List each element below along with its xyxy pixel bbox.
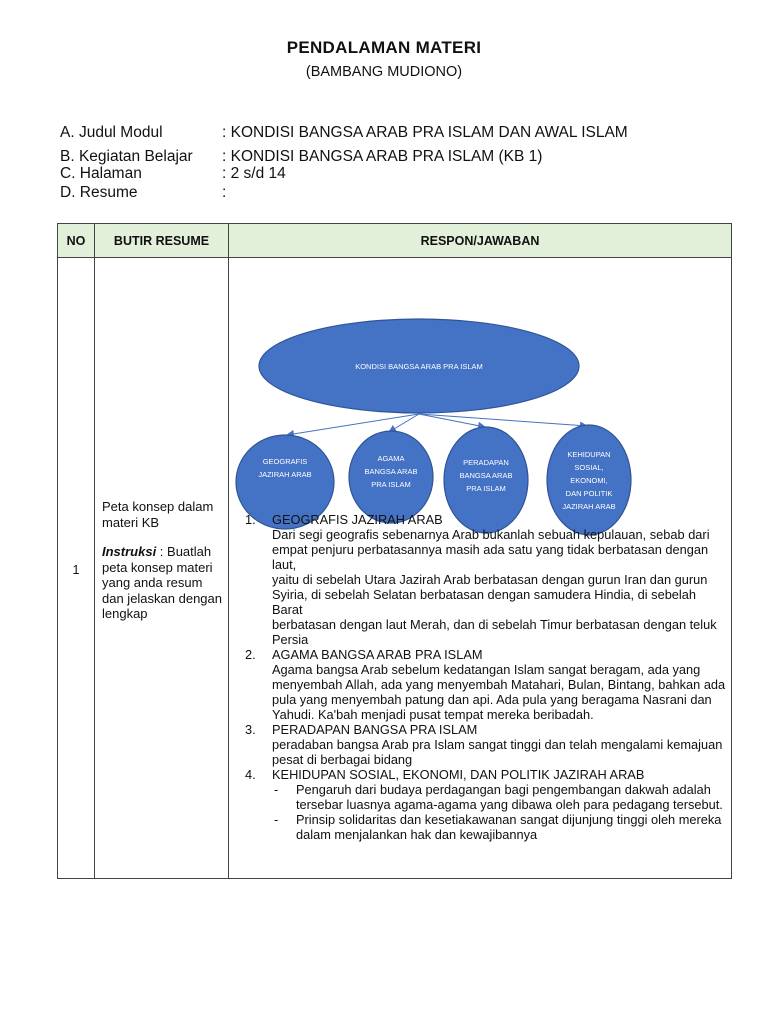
item-paragraph: Dari segi geografis sebenarnya Arab bukanlah sebuah kepulauan, sebab dari empat penjuru perbatasannya masih ada satu yang tidak berbatasan dengan laut, (272, 527, 710, 572)
row-number: 1 (72, 563, 80, 577)
instruksi-body: : Buatlah peta konsep materi yang anda resum dan jelaskan dengan lengkap (102, 544, 222, 621)
instruksi-text (102, 544, 222, 622)
map-node-label-line: BANGSA ARAB (364, 467, 418, 476)
map-node-label-line: PRA ISLAM (466, 484, 506, 493)
concept-map (229, 258, 731, 538)
instruksi-label: Instruksi (102, 544, 157, 559)
meta-key: D. Resume (60, 184, 138, 201)
response-text (244, 512, 728, 842)
bullet-item (272, 782, 728, 812)
item-title: KEHIDUPAN SOSIAL, EKONOMI, DAN POLITIK JAZIRAH ARAB (272, 767, 645, 782)
bullet-text: Pengaruh dari budaya perdagangan bagi pengembangan dakwah adalah tersebar luasnya agama-agama yang dibawa oleh para pedagang tersebut. (296, 782, 723, 812)
map-node-label-line: SOSIAL, (574, 463, 604, 472)
bullet-item (272, 812, 728, 842)
meta-row-halaman (60, 165, 286, 183)
item-title: GEOGRAFIS JAZIRAH ARAB (272, 512, 443, 527)
item-number: 4. (245, 767, 256, 782)
map-node-label-line: AGAMA (377, 454, 405, 463)
map-node-label-line: GEOGRAFIS (262, 457, 308, 466)
response-cell (229, 258, 732, 879)
map-node-label-line: PERADAPAN (463, 458, 509, 467)
item-number: 3. (245, 722, 256, 737)
response-item-kehidupan (244, 767, 728, 842)
meta-value: : KONDISI BANGSA ARAB PRA ISLAM DAN AWAL ISLAM (222, 124, 628, 141)
item-title: AGAMA BANGSA ARAB PRA ISLAM (272, 647, 483, 662)
item-number: 2. (245, 647, 256, 662)
map-node-label-line: JAZIRAH ARAB (258, 470, 312, 479)
map-node-label-line: PRA ISLAM (371, 480, 411, 489)
meta-value: : KONDISI BANGSA ARAB PRA ISLAM (KB 1) (222, 148, 543, 165)
butir-text: Peta konsep dalam materi KB (102, 499, 214, 530)
map-node-label-line: KEHIDUPAN (567, 450, 611, 459)
item-paragraph: yaitu di sebelah Utara Jazirah Arab berbatasan dengan gurun Iran dan gurun Syiria, di sebelah Selatan berbatasan dengan samudera Hindia, di sebelah Barat (272, 572, 708, 617)
meta-key: C. Halaman (60, 165, 142, 182)
row-number-cell (58, 258, 95, 879)
item-number: 1. (245, 512, 256, 527)
meta-row-resume (60, 184, 226, 202)
map-node-label-line: BANGSA ARAB (459, 471, 513, 480)
response-item-peradapan (244, 722, 728, 767)
table-header-row (58, 224, 732, 258)
map-node-label-line: JAZIRAH ARAB (562, 502, 616, 511)
resume-table (57, 223, 732, 879)
header-butir-resume: BUTIR RESUME (95, 224, 229, 258)
bullet-dash: - (274, 812, 279, 827)
item-paragraph: Agama bangsa Arab sebelum kedatangan Islam sangat beragam, ada yang menyembah Allah, ada yang menyembah Matahari, Bulan, Bintang, bahkan ada (272, 662, 726, 692)
map-connector-4 (419, 414, 587, 426)
header-respon-jawaban: RESPON/JAWABAN (229, 224, 732, 258)
item-paragraph: berbatasan dengan laut Merah, dan di sebelah Timur berbatasan dengan teluk Persia (272, 617, 717, 647)
meta-row-kegiatan (60, 148, 542, 166)
document-title: PENDALAMAN MATERI (286, 38, 482, 57)
meta-row-judul (60, 124, 628, 142)
meta-value: : (222, 184, 227, 201)
map-root-label: KONDISI BANGSA ARAB PRA ISLAM (355, 362, 483, 371)
item-paragraph: peradaban bangsa Arab pra Islam sangat tinggi dan telah mengalami kemajuan pesat di berbagai bidang (272, 737, 723, 767)
meta-value: : 2 s/d 14 (222, 165, 286, 182)
response-item-agama (244, 647, 728, 722)
item-title: PERADAPAN BANGSA PRA ISLAM (272, 722, 478, 737)
item-paragraph: pula yang menyembah patung dan api. Ada pula yang beragama Nasrani dan Yahudi. Ka'bah menjadi pusat tempat mereka beribadah. (272, 692, 712, 722)
document-subtitle: (BAMBANG MUDIONO) (305, 64, 463, 80)
table-row (58, 258, 732, 879)
map-node-label-line: EKONOMI, (570, 476, 608, 485)
butir-cell (95, 258, 229, 879)
map-node-agama (349, 431, 433, 523)
header-no: NO (58, 224, 95, 258)
bullet-dash: - (274, 782, 279, 797)
meta-key: B. Kegiatan Belajar (60, 148, 193, 165)
map-node-label-line: DAN POLITIK (565, 489, 613, 498)
response-item-geografis (244, 512, 728, 647)
bullet-text: Prinsip solidaritas dan kesetiakawanan sangat dijunjung tinggi oleh mereka dalam menjalankan hak dan kewajibannya (296, 812, 722, 842)
meta-key: A. Judul Modul (60, 124, 163, 141)
